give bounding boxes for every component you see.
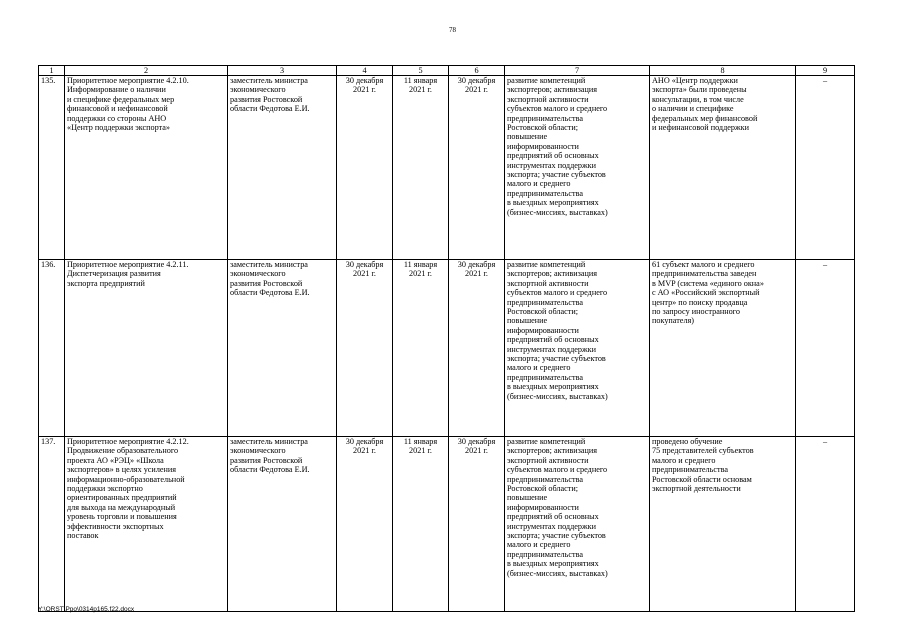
header-cell: 1 [39,66,65,76]
actual-result-cell: 61 субъект малого и среднего предпринимательства заведен в МVP (система «единого окна» с АО «Российский экспортный центр» по поиску продавца по запросу иностранного покупателя) [650,260,796,437]
header-cell: 9 [796,66,855,76]
event-cell: Приоритетное мероприятие 4.2.12. Продвижение образовательного проекта АО «РЭЦ» «Школа экспортеров» в целях усиления информационно-образовательной поддержки экспортно ориентированных предприятий для выхода на международный уровень торговли и повышения эффективности экспортных поставок [65,437,228,612]
row-number: 135. [39,76,65,260]
table-row [39,437,855,612]
date-plan-cell: 30 декабря 2021 г. [337,76,393,260]
report-table [38,65,855,612]
row-number: 137. [39,437,65,612]
page-number: 78 [449,26,456,34]
responsible-cell: заместитель министра экономического развития Ростовской области Федотова Е.И. [228,76,337,260]
problems-cell: – [796,260,855,437]
header-cell: 7 [505,66,650,76]
date-start-cell: 11 января 2021 г. [393,260,449,437]
file-path-footer: Y:\ORST\Ppo\0314p165.f22.docx [38,606,135,613]
date-start-cell: 11 января 2021 г. [393,437,449,612]
table-row [39,260,855,437]
row-number: 136. [39,260,65,437]
table-row [39,76,855,260]
header-cell: 2 [65,66,228,76]
expected-result-cell: развитие компетенций экспортеров; активизация экспортной активности субъектов малого и среднего предпринимательства Ростовской области; повышение информированности предприятий об основных инструментах поддержки экспорта; участие субъектов малого и среднего предпринимательства в выездных мероприятиях (бизнес-миссиях, выставках) [505,76,650,260]
problems-cell: – [796,76,855,260]
date-plan-cell: 30 декабря 2021 г. [337,437,393,612]
header-cell: 3 [228,66,337,76]
date-end-cell: 30 декабря 2021 г. [449,437,505,612]
header-cell: 5 [393,66,449,76]
header-row [39,66,855,76]
header-cell: 6 [449,66,505,76]
date-plan-cell: 30 декабря 2021 г. [337,260,393,437]
actual-result-cell: АНО «Центр поддержки экспорта» были проведены консультации, в том числе о наличии и специфике федеральных мер финансовой и нефинансовой поддержки [650,76,796,260]
expected-result-cell: развитие компетенций экспортеров; активизация экспортной активности субъектов малого и среднего предпринимательства Ростовской области; повышение информированности предприятий об основных инструментах поддержки экспорта; участие субъектов малого и среднего предпринимательства в выездных мероприятиях (бизнес-миссиях, выставках) [505,437,650,612]
date-end-cell: 30 декабря 2021 г. [449,76,505,260]
header-cell: 4 [337,66,393,76]
problems-cell: – [796,437,855,612]
event-cell: Приоритетное мероприятие 4.2.10. Информирование о наличии и специфике федеральных мер финансовой и нефинансовой поддержки со стороны АНО «Центр поддержки экспорта» [65,76,228,260]
event-cell: Приоритетное мероприятие 4.2.11. Диспетчеризация развития экспорта предприятий [65,260,228,437]
date-end-cell: 30 декабря 2021 г. [449,260,505,437]
expected-result-cell: развитие компетенций экспортеров; активизация экспортной активности субъектов малого и среднего предпринимательства Ростовской области; повышение информированности предприятий об основных инструментах поддержки экспорта; участие субъектов малого и среднего предпринимательства в выездных мероприятиях (бизнес-миссиях, выставках) [505,260,650,437]
actual-result-cell: проведено обучение 75 представителей субъектов малого и среднего предпринимательства Ростовской области основам экспортной деятельности [650,437,796,612]
responsible-cell: заместитель министра экономического развития Ростовской области Федотова Е.И. [228,260,337,437]
responsible-cell: заместитель министра экономического развития Ростовской области Федотова Е.И. [228,437,337,612]
header-cell: 8 [650,66,796,76]
date-start-cell: 11 января 2021 г. [393,76,449,260]
